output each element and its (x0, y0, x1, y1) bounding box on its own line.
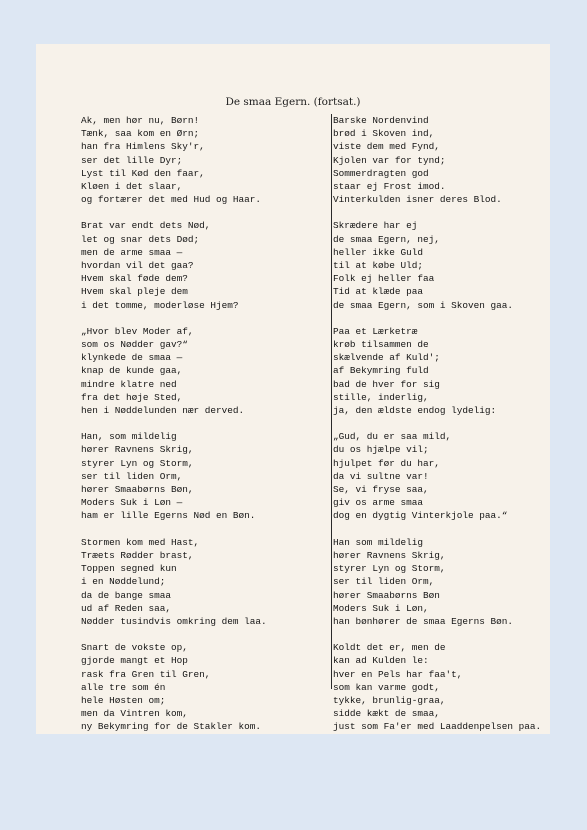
right-column (333, 114, 541, 734)
poem-line: Barske Nordenvind (333, 115, 429, 126)
poem-line: krøb tilsammen de (333, 339, 429, 351)
poem-line: brød i Skoven ind, (333, 128, 435, 140)
poem-line: Paa et Lærketræ (333, 325, 418, 337)
column-divider (331, 114, 332, 689)
poem-line: styrer Lyn og Storm, (333, 563, 446, 575)
stanza (333, 325, 541, 417)
poem-line: Koldt det er, men de (333, 642, 446, 654)
poem-line: hører Ravnens Skrig, (81, 444, 194, 456)
poem-line: dog en dygtig Vinterkjole paa.“ (333, 510, 508, 522)
document-page (36, 44, 550, 734)
poem-line: Han som mildelig (333, 536, 424, 548)
poem-line: fra det høje Sted, (81, 391, 183, 403)
poem-line: rask fra Gren til Gren, (81, 668, 211, 680)
poem-line: han fra Himlens Sky'r, (81, 141, 205, 153)
poem-line: Tid at klæde paa (333, 286, 424, 298)
poem-line: hen i Nøddelunden nær derved. (81, 405, 245, 417)
poem-line: hver en Pels har faa't, (333, 668, 463, 680)
stanza (81, 430, 267, 522)
poem-line: ser til liden Orm, (333, 576, 435, 588)
poem-line: Træets Rødder brast, (81, 549, 194, 561)
poem-line: Skrædere har ej (333, 220, 418, 232)
poem-line: hører Ravnens Skrig, (333, 549, 446, 561)
poem-line: Vinterkulden isner deres Blod. (333, 194, 502, 206)
left-column (81, 114, 267, 734)
poem-line: ser til liden Orm, (81, 470, 183, 482)
poem-line: knap de kunde gaa, (81, 365, 183, 377)
stanza (333, 641, 541, 733)
poem-line: „Gud, du er saa mild, (333, 431, 452, 443)
poem-line: i en Nøddelund; (81, 576, 166, 588)
poem-line: men de arme smaa — (81, 246, 183, 258)
poem-line: heller ikke Guld (333, 246, 424, 258)
poem-line: gjorde mangt et Hop (81, 655, 188, 667)
poem-line: ny Bekymring for de Stakler kom. (81, 721, 262, 733)
poem-line: hele Høsten om; (81, 694, 166, 706)
poem-line: mindre klatre ned (81, 378, 177, 390)
poem-line: Toppen segned kun (81, 563, 177, 575)
poem-line: „Hvor blev Moder af, (81, 325, 194, 337)
page-title: De smaa Egern. (fortsat.) (225, 96, 361, 108)
poem-line: han bønhører de smaa Egerns Bøn. (333, 615, 514, 627)
poem-line: da de bange smaa (81, 589, 172, 601)
poem-line: som os Nødder gav?“ (81, 339, 188, 351)
poem-line: Kløen i det slaar, (81, 181, 183, 193)
poem-line: ham er lille Egerns Nød en Bøn. (81, 510, 256, 522)
poem-line: skælvende af Kuld'; (333, 352, 440, 364)
poem-line: Snart de vokste op, (81, 642, 188, 654)
poem-line: Hvem skal pleje dem (81, 286, 188, 298)
poem-line: men da Vintren kom, (81, 708, 188, 720)
poem-line: som kan varme godt, (333, 681, 440, 693)
poem-line: Brat var endt dets Nød, (81, 220, 211, 232)
poem-line: klynkede de smaa — (81, 352, 183, 364)
poem-line: giv os arme smaa (333, 497, 424, 509)
poem-line: ud af Reden saa, (81, 602, 172, 614)
poem-line: viste dem med Fynd, (333, 141, 440, 153)
poem-line: hvordan vil det gaa? (81, 260, 194, 272)
poem-line: sidde kækt de smaa, (333, 708, 440, 720)
stanza (81, 641, 267, 733)
poem-line: just som Fa'er med Laaddenpelsen paa. (333, 721, 542, 733)
stanza (333, 536, 541, 628)
poem-line: Folk ej heller faa (333, 273, 435, 285)
stanza (81, 325, 267, 417)
stanza (81, 536, 267, 628)
poem-line: du os hjælpe vil; (333, 444, 429, 456)
poem-line: Nødder tusindvis omkring dem laa. (81, 615, 267, 627)
poem-line: styrer Lyn og Storm, (81, 457, 194, 469)
poem-line: alle tre som én (81, 681, 166, 693)
poem-line: da vi sultne var! (333, 470, 429, 482)
poem-line: let og snar dets Død; (81, 233, 200, 245)
poem-line: ja, den ældste endog lydelig: (333, 405, 497, 417)
poem-line: Sommerdragten god (333, 167, 429, 179)
poem-line: i det tomme, moderløse Hjem? (81, 299, 239, 311)
poem-line: bad de hver for sig (333, 378, 440, 390)
poem-line: de smaa Egern, nej, (333, 233, 440, 245)
poem-line: ser det lille Dyr; (81, 154, 183, 166)
poem-line: Han, som mildelig (81, 431, 177, 443)
poem-line: kan ad Kulden le: (333, 655, 429, 667)
poem-line: Tænk, saa kom en Ørn; (81, 128, 200, 140)
poem-line: Lyst til Kød den faar, (81, 167, 205, 179)
stanza (333, 430, 541, 522)
poem-line: og fortærer det med Hud og Haar. (81, 194, 262, 206)
poem-line: staar ej Frost imod. (333, 181, 446, 193)
poem-line: stille, inderlig, (333, 391, 429, 403)
poem-line: Stormen kom med Hast, (81, 536, 200, 548)
stanza (81, 114, 267, 206)
poem-line: til at købe Uld; (333, 260, 424, 272)
poem-line: Hvem skal føde dem? (81, 273, 188, 285)
poem-line: hører Smaabørns Bøn (333, 589, 440, 601)
poem-line: de smaa Egern, som i Skoven gaa. (333, 299, 514, 311)
stanza (333, 219, 541, 311)
poem-line: Moders Suk i Løn, (333, 602, 429, 614)
poem-line: Ak, men hør nu, Børn! (81, 115, 200, 126)
poem-line: Kjolen var for tynd; (333, 154, 446, 166)
poem-line: hjulpet før du har, (333, 457, 440, 469)
stanza (333, 114, 541, 206)
poem-line: Se, vi fryse saa, (333, 484, 429, 496)
poem-line: tykke, brunlig-graa, (333, 694, 446, 706)
poem-line: hører Smaabørns Bøn, (81, 484, 194, 496)
stanza (81, 219, 267, 311)
poem-line: af Bekymring fuld (333, 365, 429, 377)
poem-line: Moders Suk i Løn — (81, 497, 183, 509)
